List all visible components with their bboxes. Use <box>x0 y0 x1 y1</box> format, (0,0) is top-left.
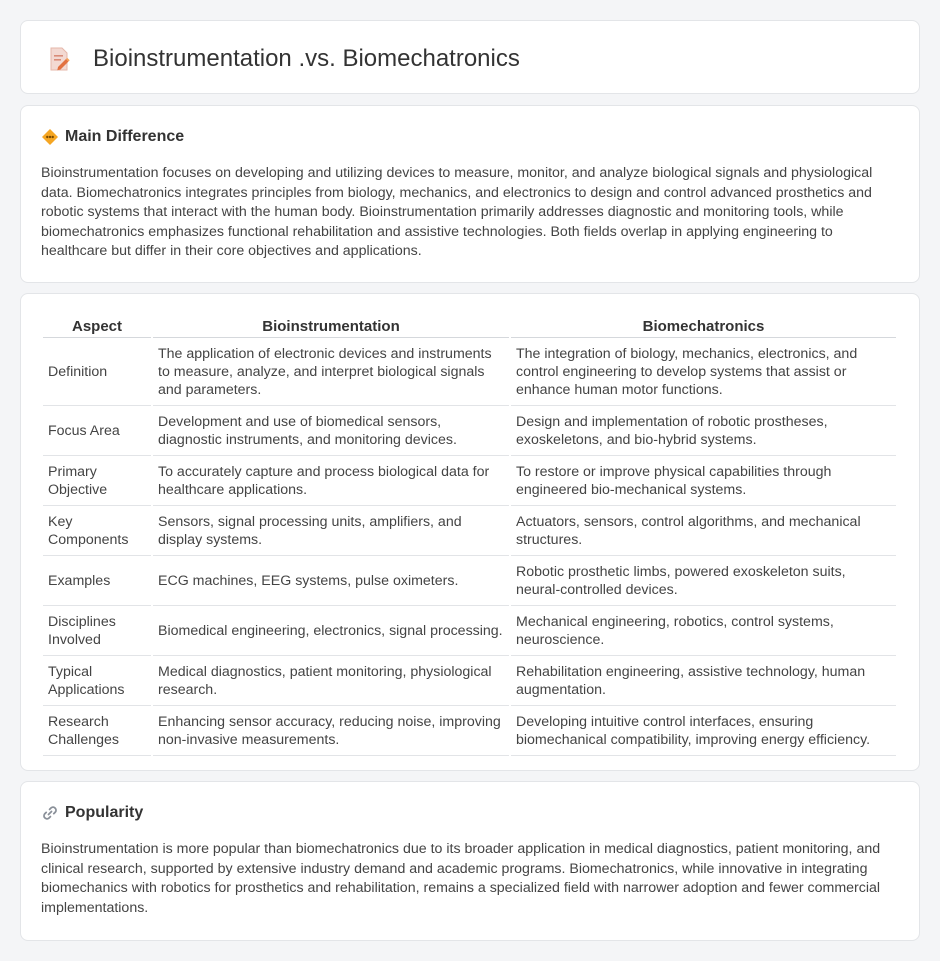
aspect-cell: Key Components <box>43 506 151 556</box>
aspect-cell: Primary Objective <box>43 456 151 506</box>
aspect-cell: Research Challenges <box>43 706 151 756</box>
biomechatronics-cell: Mechanical engineering, robotics, control systems, neuroscience. <box>511 606 896 656</box>
biomechatronics-cell: Rehabilitation engineering, assistive technology, human augmentation. <box>511 656 896 706</box>
table-row <box>43 606 896 656</box>
biomechatronics-cell: The integration of biology, mechanics, electronics, and control engineering to develop systems that assist or enhance human motor functions. <box>511 338 896 406</box>
table-header-row <box>43 314 896 338</box>
column-header-biomechatronics: Biomechatronics <box>511 314 896 338</box>
document-edit-icon <box>47 46 71 72</box>
title-card <box>20 20 920 94</box>
diamond-warning-icon <box>41 128 59 146</box>
table-row <box>43 338 896 406</box>
aspect-cell: Definition <box>43 338 151 406</box>
bioinstrumentation-cell: To accurately capture and process biological data for healthcare applications. <box>153 456 509 506</box>
column-header-aspect: Aspect <box>43 314 151 338</box>
column-header-bioinstrumentation: Bioinstrumentation <box>153 314 509 338</box>
bioinstrumentation-cell: Enhancing sensor accuracy, reducing noise, improving non-invasive measurements. <box>153 706 509 756</box>
biomechatronics-cell: Developing intuitive control interfaces, ensuring biomechanical compatibility, improving energy efficiency. <box>511 706 896 756</box>
biomechatronics-cell: To restore or improve physical capabilities through engineered bio-mechanical systems. <box>511 456 896 506</box>
biomechatronics-cell: Robotic prosthetic limbs, powered exoskeleton suits, neural-controlled devices. <box>511 556 896 606</box>
main-difference-section <box>20 105 920 283</box>
table-row <box>43 506 896 556</box>
main-difference-text: Bioinstrumentation focuses on developing and utilizing devices to measure, monitor, and analyze biological signals and physiological data. Biomechatronics integrates principles from biology, mechanics, and electronics to design and control advanced prosthetics and robotic systems that interact with the human body. Bioinstrumentation primarily addresses diagnostic and monitoring tools, while biomechatronics emphasizes functional rehabilitation and assistive technologies. Both fields overlap in applying engineering to healthcare but differ in their core objectives and applications. <box>41 165 873 260</box>
aspect-cell: Disciplines Involved <box>43 606 151 656</box>
bioinstrumentation-cell: Medical diagnostics, patient monitoring, physiological research. <box>153 656 509 706</box>
popularity-text: Bioinstrumentation is more popular than biomechatronics due to its broader application in medical diagnostics, patient monitoring, and clinical research, supported by extensive industry demand and academic programs. Biomechatronics, while innovative in integrating biomechanics with robotics for prosthetics and rehabilitation, remains a specialized field with narrower adoption and fewer commercial implementations. <box>41 841 881 916</box>
popularity-heading: Popularity <box>65 804 144 821</box>
bioinstrumentation-cell: The application of electronic devices and instruments to measure, analyze, and interpret biological signals and parameters. <box>153 338 509 406</box>
comparison-table <box>41 314 898 756</box>
aspect-cell: Examples <box>43 556 151 606</box>
bioinstrumentation-cell: Development and use of biomedical sensors, diagnostic instruments, and monitoring devices. <box>153 406 509 456</box>
bioinstrumentation-cell: Sensors, signal processing units, amplifiers, and display systems. <box>153 506 509 556</box>
aspect-cell: Typical Applications <box>43 656 151 706</box>
bioinstrumentation-cell: Biomedical engineering, electronics, signal processing. <box>153 606 509 656</box>
biomechatronics-cell: Actuators, sensors, control algorithms, and mechanical structures. <box>511 506 896 556</box>
popularity-section <box>20 781 920 941</box>
table-row <box>43 656 896 706</box>
main-difference-heading: Main Difference <box>65 128 185 145</box>
bioinstrumentation-cell: ECG machines, EEG systems, pulse oximeters. <box>153 556 509 606</box>
table-row <box>43 706 896 756</box>
table-row <box>43 406 896 456</box>
table-row <box>43 456 896 506</box>
aspect-cell: Focus Area <box>43 406 151 456</box>
page-title: Bioinstrumentation .vs. Biomechatronics <box>93 45 520 72</box>
comparison-section <box>20 293 920 771</box>
main-difference-header <box>41 128 184 146</box>
table-row <box>43 556 896 606</box>
link-icon <box>41 804 59 822</box>
popularity-header <box>41 804 143 822</box>
biomechatronics-cell: Design and implementation of robotic prostheses, exoskeletons, and bio-hybrid systems. <box>511 406 896 456</box>
